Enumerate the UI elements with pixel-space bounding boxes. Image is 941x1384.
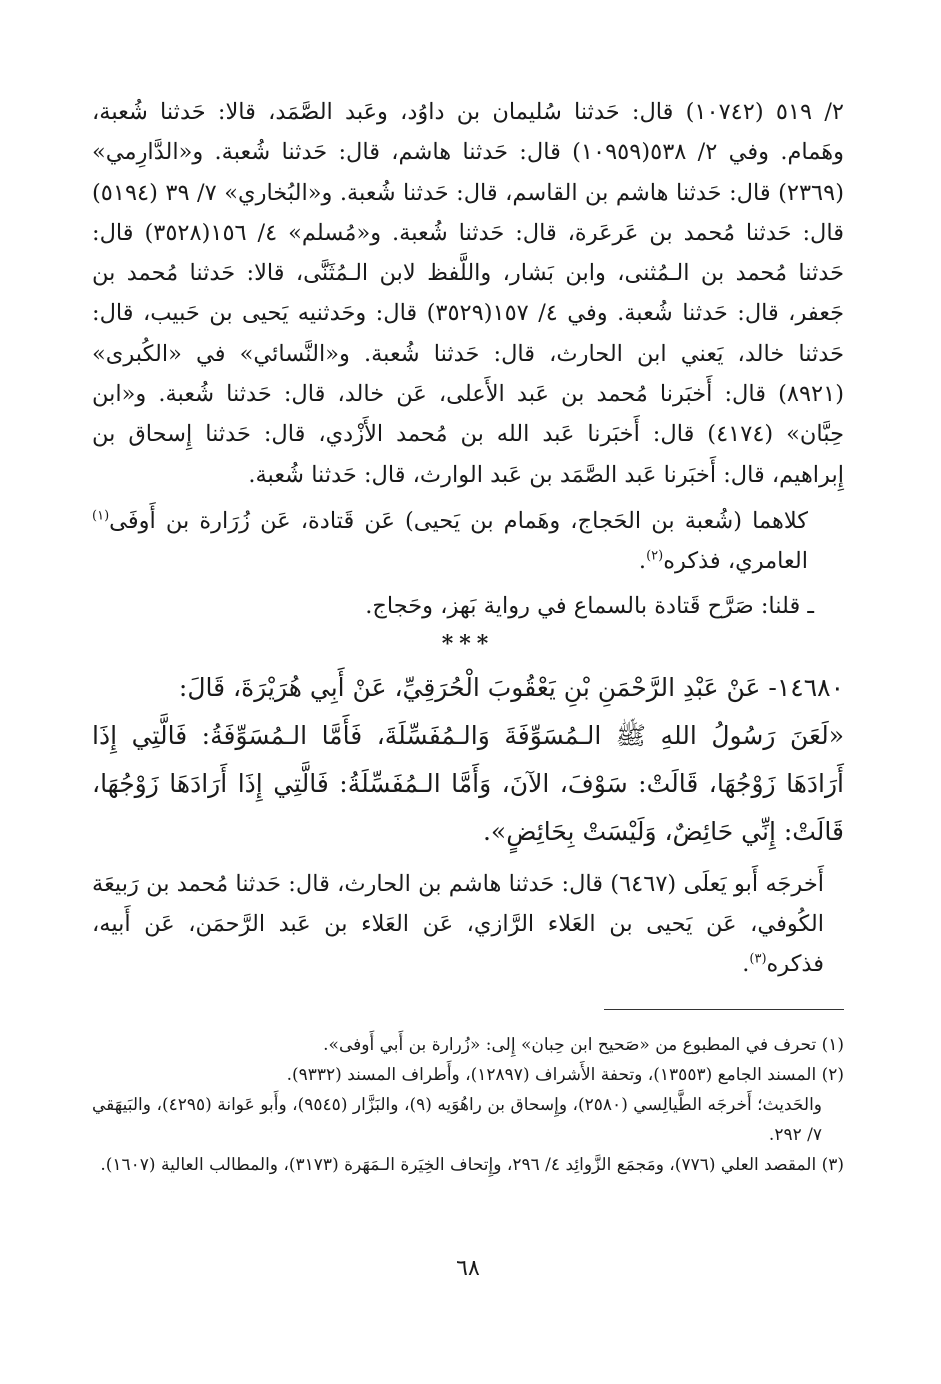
hadith-heading: ١٤٦٨٠- عَنْ عَبْدِ الرَّحْمَنِ بْنِ يَعْقُوبَ الْحُرَقِيِّ، عَنْ أَبِي هُرَيْرَةَ، قَالَ: [178,672,844,702]
hadith-takhrij-end: . [742,951,750,978]
hadith-takhrij-text: أَخرجَه أَبو يَعلَى (٦٤٦٧) قال: حَدثنا هاشم بن الحارث، قال: حَدثنا مُحمد بن رَبيعَة الكُوفي، عَن يَحيى بن العَلاء الرَّازي، عَن العَلاء بن عَبد الرَّحمَن، عَن أَبيه، فذكره [92,870,824,978]
document-page [92,92,844,1332]
page-number: ٦٨ [456,1256,480,1281]
narrators-text: كلاهما (شُعبة بن الحَجاج، وهَمام بن يَحيى) عَن قَتادة، عَن زُرَارة بن أَوفَى [109,507,808,534]
narrators-paragraph [92,501,844,582]
footnote-3: (٣) المقصد العلي (٧٧٦)، ومَجمَع الزَّوائِد ٤/ ٢٩٦، وإِتحاف الخِيَرة الـمَهَرة (٣١٧٣)، والمطالب العالية (١٦٠٧). [100,1155,844,1175]
editor-note: ـ قلنا: صَرَّح قَتادة بالسماع في رواية بَهز، وحَجاج. [365,592,814,619]
footnotes [92,1030,844,1180]
section-divider-stars: *** [441,630,495,657]
footnote-2: (٢) المسند الجامع (١٣٥٥٣)، وتحفة الأَشراف (١٢٨٩٧)، وأَطراف المسند (٩٣٣٢). [286,1065,844,1085]
footnote-separator [604,1009,844,1010]
footnote-ref-2[interactable]: (٢) [646,548,664,564]
footnote-2-continued: والحَديث؛ أَخرجَه الطَّيالِسي (٢٥٨٠)، وإِسحاق بن راهُوَيه (٩)، والبَزَّار (٩٥٤٥)، وأَبو عَوانة (٤٢٩٥)، والبَيهَقي ٧/ ٢٩٢. [92,1095,823,1145]
footnote-1: (١) تحرف في المطبوع من «صَحيح ابن حِبان» إِلى: «زُرارة بن أَبي أَوفى». [323,1035,844,1055]
narrators-text-continued: العامري، فذكره [663,548,808,575]
takhrij-paragraph: ٢/ ٥١٩ (١٠٧٤٢) قال: حَدثنا سُليمان بن داوُد، وعَبد الصَّمَد، قالا: حَدثنا شُعبة، وهَمام. وفي ٢/ ٥٣٨(١٠٩٥٩) قال: حَدثنا هاشم، قال: حَدثنا شُعبة. و«الدَّارِمي» (٢٣٦٩) قال: حَدثنا هاشم بن القاسم، قال: حَدثنا شُعبة. و«البُخاري» ٧/ ٣٩ (٥١٩٤) قال: حَدثنا مُحمد بن عَرعَرة، قال: حَدثنا شُعبة. و«مُسلم» ٤/ ١٥٦(٣٥٢٨) قال: حَدثنا مُحمد بن الـمُثنى، وابن بَشار، واللَّفظ لابن الـمُثَنَّى، قالا: حَدثنا مُحمد بن جَعفر، قال: حَدثنا شُعبة. وفي ٤/ ١٥٧(٣٥٢٩) قال: وحَدثنيه يَحيى بن حَبيب، قال: حَدثنا خالد، يَعني ابن الحارث، قال: حَدثنا شُعبة. و«النَّسائي» في «الكُبرى» (٨٩٢١) قال: أَخبَرنا مُحمد بن عَبد الأَعلى، عَن خالد، قال: حَدثنا شُعبة. و«ابن حِبَّان» (٤١٧٤) قال: أَخبَرنا عَبد الله بن مُحمد الأَزْدي، قال: حَدثنا إِسحاق بن إِبراهيم، قال: أَخبَرنا عَبد الصَّمَد بن عَبد الوارث، قال: حَدثنا شُعبة. [92,99,845,488]
hadith-takhrij [92,864,844,985]
hadith-text: «لَعَنَ رَسُولُ اللهِ ﷺ الـمُسَوِّفَةَ وَالـمُفَسِّلَةَ، فَأَمَّا الـمُسَوِّفَةُ: فَالَّتِي إِذَا أَرَادَهَا زَوْجُهَا، قَالَتْ: سَوْفَ، الآنَ، وَأَمَّا الـمُفَسِّلَةُ: فَالَّتِي إِذَا أَرَادَهَا زَوْجُهَا، قَالَتْ: إِنِّي حَائِضٌ، وَلَيْسَتْ بِحَائِضٍ». [92,720,844,846]
footnote-ref-1[interactable]: (١) [92,508,110,524]
narrators-end: . [638,548,647,575]
footnote-ref-3[interactable]: (٣) [749,951,767,967]
